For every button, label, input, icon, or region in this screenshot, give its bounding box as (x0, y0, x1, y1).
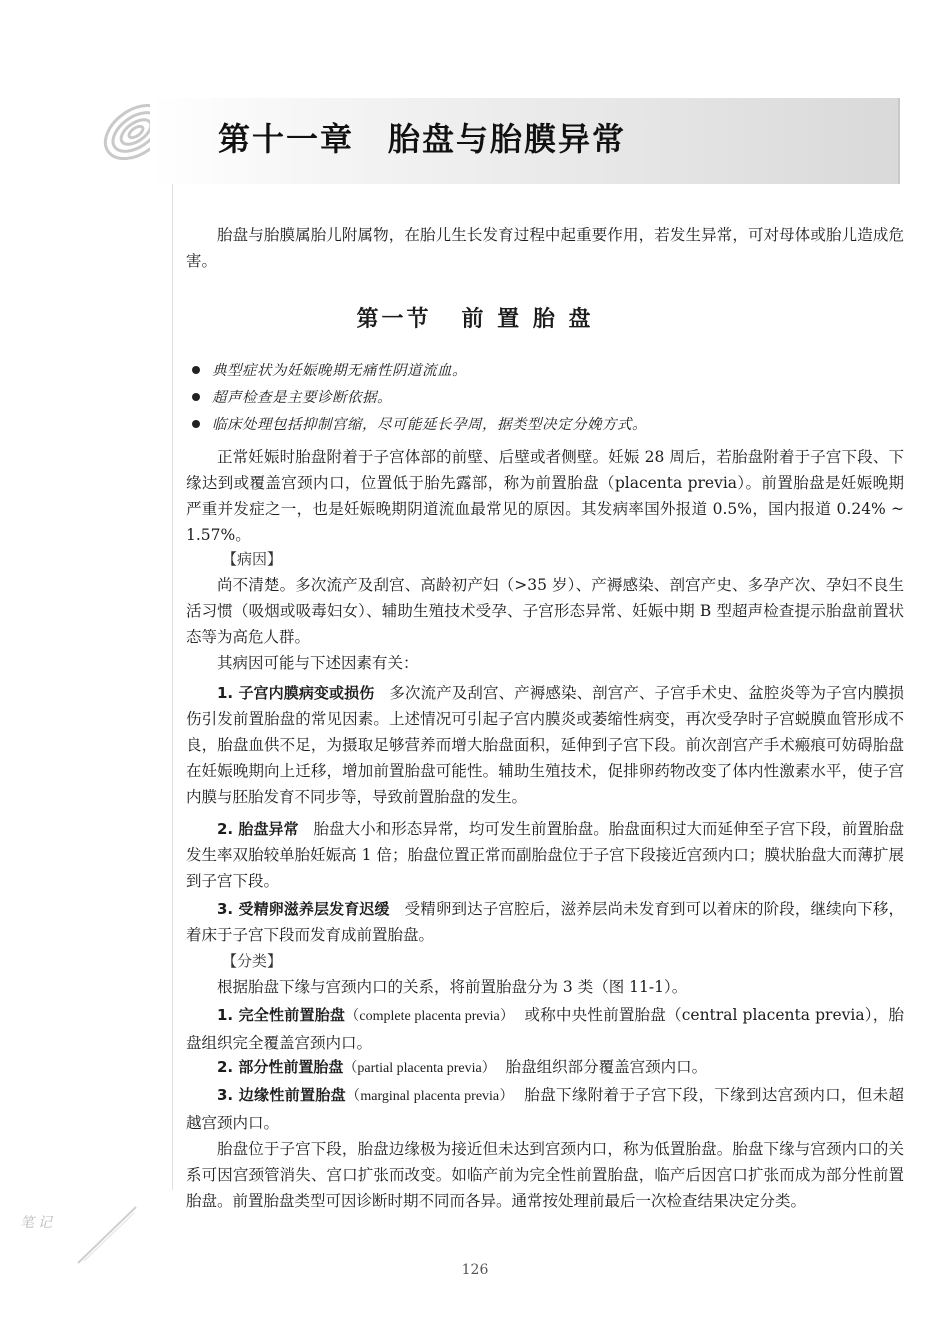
classification-type (186, 1002, 904, 1056)
type-english: （complete placenta previa） (345, 1009, 515, 1024)
margin-note: 笔记 (20, 1215, 56, 1231)
type-english: （partial placenta previa） (343, 1061, 496, 1076)
type-label: 1. 完全性前置胎盘 (217, 1006, 346, 1024)
chapter-title (218, 114, 626, 160)
factor-text: 胎盘大小和形态异常，均可发生前置胎盘。胎盘面积过大而延伸至子宫下段，前置胎盘发生率双胎较单胎妊娠高 1 倍；胎盘位置正常而副胎盘位于子宫下段接近宫颈内口；膜状胎盘大而薄扩展到子宫下段。 (186, 820, 905, 890)
chapter-intro: 胎盘与胎膜属胎儿附属物，在胎儿生长发育过程中起重要作用，若发生异常，可对母体或胎儿造成危害。 (186, 226, 904, 270)
etiology-lead: 其病因可能与下述因素有关： (217, 654, 419, 672)
classification-intro: 根据胎盘下缘与宫颈内口的关系，将前置胎盘分为 3 类（图 11-1）。 (217, 978, 688, 996)
key-points-list (192, 356, 892, 437)
type-text: 胎盘组织部分覆盖宫颈内口。 (505, 1058, 708, 1076)
type-text: 胎盘下缘附着于子宫下段，下缘到达宫颈内口，但未超越宫颈内口。 (186, 1086, 905, 1132)
factor-label: 1. 子宫内膜病变或损伤 (217, 684, 375, 702)
chapter-name: 胎盘与胎膜异常 (388, 120, 627, 158)
classification-type (186, 1054, 904, 1082)
key-point-text: 典型症状为妊娠晚期无痛性阴道流血。 (212, 363, 467, 379)
bullet-icon (192, 393, 200, 401)
definition-paragraph: 正常妊娠时胎盘附着于子宫体部的前壁、后壁或者侧壁。妊娠 28 周后，若胎盘附着于子宫下段、下缘达到或覆盖宫颈内口，位置低于胎先露部，称为前置胎盘（placenta previa）。前置胎盘是妊娠晚期严重并发症之一，也是妊娠晚期阴道流血最常见的原因。其发病率国外报道 0.5%，国内报道 0.24% ~ 1.57%。 (186, 448, 904, 544)
type-text: 或称中央性前置胎盘（central placenta previa），胎盘组织完全覆盖宫颈内口。 (186, 1006, 904, 1052)
bullet-icon (192, 366, 200, 374)
type-english: （marginal placenta previa） (346, 1089, 514, 1104)
factor-text: 受精卵到达子宫腔后，滋养层尚未发育到可以着床的阶段，继续向下移，着床于子宫下段而发育成前置胎盘。 (186, 900, 904, 944)
factor-label: 3. 受精卵滋养层发育迟缓 (217, 900, 390, 918)
key-point-text: 临床处理包括抑制宫缩，尽可能延长孕周，据类型决定分娩方式。 (212, 417, 647, 433)
margin-line (172, 140, 173, 1190)
section-number: 第一节 (356, 306, 432, 332)
type-label: 3. 边缘性前置胎盘 (217, 1086, 347, 1104)
factor-text: 多次流产及刮宫、产褥感染、剖宫产、子宫手术史、盆腔炎等为子宫内膜损伤引发前置胎盘的常见因素。上述情况可引起子宫内膜炎或萎缩性病变，再次受孕时子宫蜕膜血管形成不良，胎盘血供不足，为摄取足够营养而增大胎盘面积，延伸到子宫下段。前次剖宫产手术瘢痕可妨碍胎盘在妊娠晚期向上迁移，增加前置胎盘可能性。辅助生殖技术，促排卵药物改变了体内性激素水平，使子宫内膜与胚胎发育不同步等，导致前置胎盘的发生。 (186, 684, 904, 806)
key-point (192, 410, 892, 437)
section-title (0, 302, 950, 333)
etiology-factor (186, 816, 904, 894)
etiology-factor (186, 896, 904, 948)
key-point (192, 356, 892, 383)
classification-type (186, 1082, 904, 1136)
key-point-text: 超声检查是主要诊断依据。 (212, 390, 392, 406)
etiology-factor (186, 680, 904, 810)
chapter-number: 第十一章 (218, 120, 355, 158)
classification-closing: 胎盘位于子宫下段，胎盘边缘极为接近但未达到宫颈内口，称为低置胎盘。胎盘下缘与宫颈内口的关系可因宫颈管消失、宫口扩张而改变。如临产前为完全性前置胎盘，临产后因宫口扩张而成为部分性前置胎盘。前置胎盘类型可因诊断时期不同而各异。通常按处理前最后一次检查结果决定分类。 (186, 1140, 904, 1210)
etiology-heading: 【病因】 (222, 550, 283, 568)
type-label: 2. 部分性前置胎盘 (217, 1058, 344, 1076)
etiology-intro: 尚不清楚。多次流产及刮宫、高龄初产妇（>35 岁）、产褥感染、剖宫产史、多孕产次、孕妇不良生活习惯（吸烟或吸毒妇女）、辅助生殖技术受孕、子宫形态异常、妊娠中期 B 型超声检查提示胎盘前置状态等为高危人群。 (186, 576, 904, 646)
bullet-icon (192, 420, 200, 428)
section-name: 前 置 胎 盘 (461, 306, 594, 332)
factor-label: 2. 胎盘异常 (217, 820, 299, 838)
classification-heading: 【分类】 (222, 952, 283, 970)
page-number: 126 (461, 1262, 489, 1278)
key-point (192, 383, 892, 410)
